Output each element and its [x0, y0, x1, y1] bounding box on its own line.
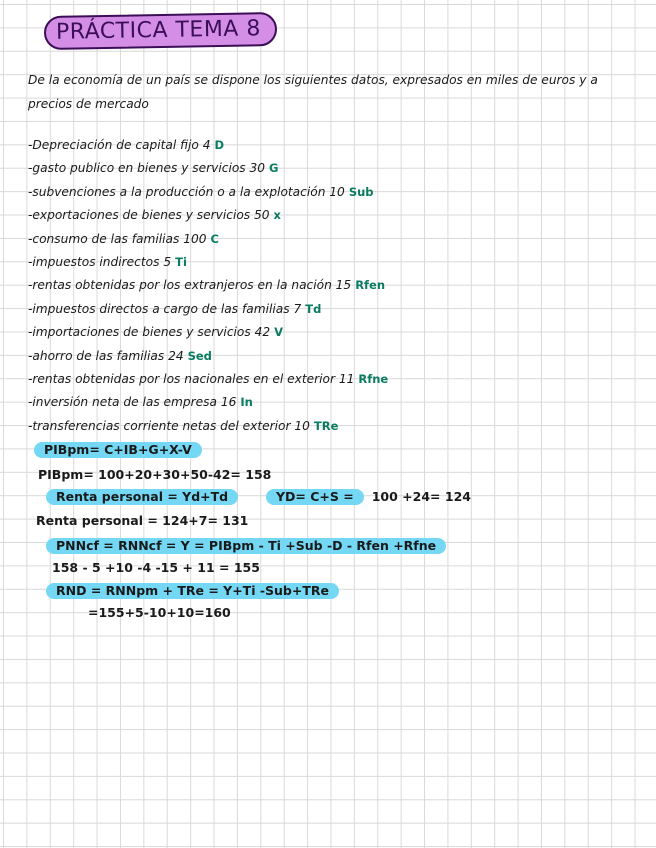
- list-item: [28, 345, 638, 368]
- rnn-values: 158 - 5 +10 -4 -15 + 11 = 155: [52, 560, 260, 575]
- renta-values: Renta personal = 124+7= 131: [36, 513, 249, 528]
- item-symbol: Rfen: [355, 278, 386, 293]
- list-item: [28, 204, 638, 227]
- list-item: [28, 134, 638, 157]
- item-symbol: x: [273, 208, 281, 223]
- item-symbol: Td: [305, 301, 322, 316]
- item-text: -subvenciones a la producción o a la explotación 10: [28, 184, 345, 199]
- rnn-formula: [46, 538, 446, 554]
- item-symbol: C: [210, 231, 219, 246]
- item-symbol: Sed: [187, 348, 212, 363]
- yd-formula-highlight: YD= C+S =: [266, 489, 364, 505]
- item-text: -consumo de las familias 100: [28, 231, 207, 246]
- item-text: -rentas obtenidas por los nacionales en el exterior 11: [28, 371, 355, 386]
- item-text: -ahorro de las familias 24: [28, 348, 184, 363]
- rnd-values: =155+5-10+10=160: [88, 605, 231, 620]
- item-symbol: G: [269, 161, 279, 176]
- rnd-formula: [46, 583, 339, 599]
- item-symbol: Ti: [175, 254, 187, 269]
- list-item: [28, 251, 638, 274]
- list-item: [28, 415, 638, 438]
- yd-formula: [266, 489, 471, 505]
- item-symbol: D: [214, 138, 225, 152]
- list-item: [28, 391, 638, 414]
- item-text: -Depreciación de capital fijo 4: [28, 138, 211, 152]
- list-item: [28, 321, 638, 344]
- item-text: -impuestos indirectos 5: [28, 254, 172, 269]
- item-symbol: TRe: [313, 418, 339, 433]
- renta-formula: [46, 489, 238, 505]
- item-text: -transferencias corriente netas del exterior 10: [28, 418, 310, 433]
- pib-values: PIBpm= 100+20+30+50-42= 158: [38, 467, 272, 482]
- list-item: [28, 298, 638, 321]
- list-item: [28, 157, 638, 180]
- title-wrap: [44, 14, 277, 48]
- item-text: -exportaciones de bienes y servicios 50: [28, 208, 270, 223]
- list-item: [28, 368, 638, 391]
- pib-formula: [34, 442, 202, 458]
- item-text: -gasto publico en bienes y servicios 30: [28, 161, 266, 176]
- data-list: [28, 134, 638, 438]
- item-symbol: In: [240, 395, 253, 410]
- list-item: [28, 181, 638, 204]
- intro-paragraph: De la economía de un país se dispone los siguientes datos, expresados en miles de euros y a precios de mercado: [28, 73, 598, 111]
- renta-formula-highlight: Renta personal = Yd+Td: [46, 489, 238, 505]
- pib-formula-highlight: PIBpm= C+IB+G+X-V: [34, 442, 202, 458]
- item-symbol: Rfne: [358, 371, 389, 386]
- item-text: -impuestos directos a cargo de las familias 7: [28, 301, 302, 316]
- item-text: -inversión neta de las empresa 16: [28, 395, 237, 410]
- list-item: [28, 274, 638, 297]
- rnd-formula-highlight: RND = RNNpm + TRe = Y+Ti -Sub+TRe: [46, 583, 339, 599]
- list-item: [28, 228, 638, 251]
- item-symbol: Sub: [348, 184, 374, 199]
- item-symbol: V: [274, 325, 283, 340]
- item-text: -rentas obtenidas por los extranjeros en la nación 15: [28, 278, 352, 293]
- page-title: PRÁCTICA TEMA 8: [44, 12, 277, 50]
- item-text: -importaciones de bienes y servicios 42: [28, 325, 271, 340]
- rnn-formula-highlight: PNNcf = RNNcf = Y = PIBpm - Ti +Sub -D - Rfen +Rfne: [46, 538, 446, 554]
- yd-values: 100 +24= 124: [371, 489, 471, 504]
